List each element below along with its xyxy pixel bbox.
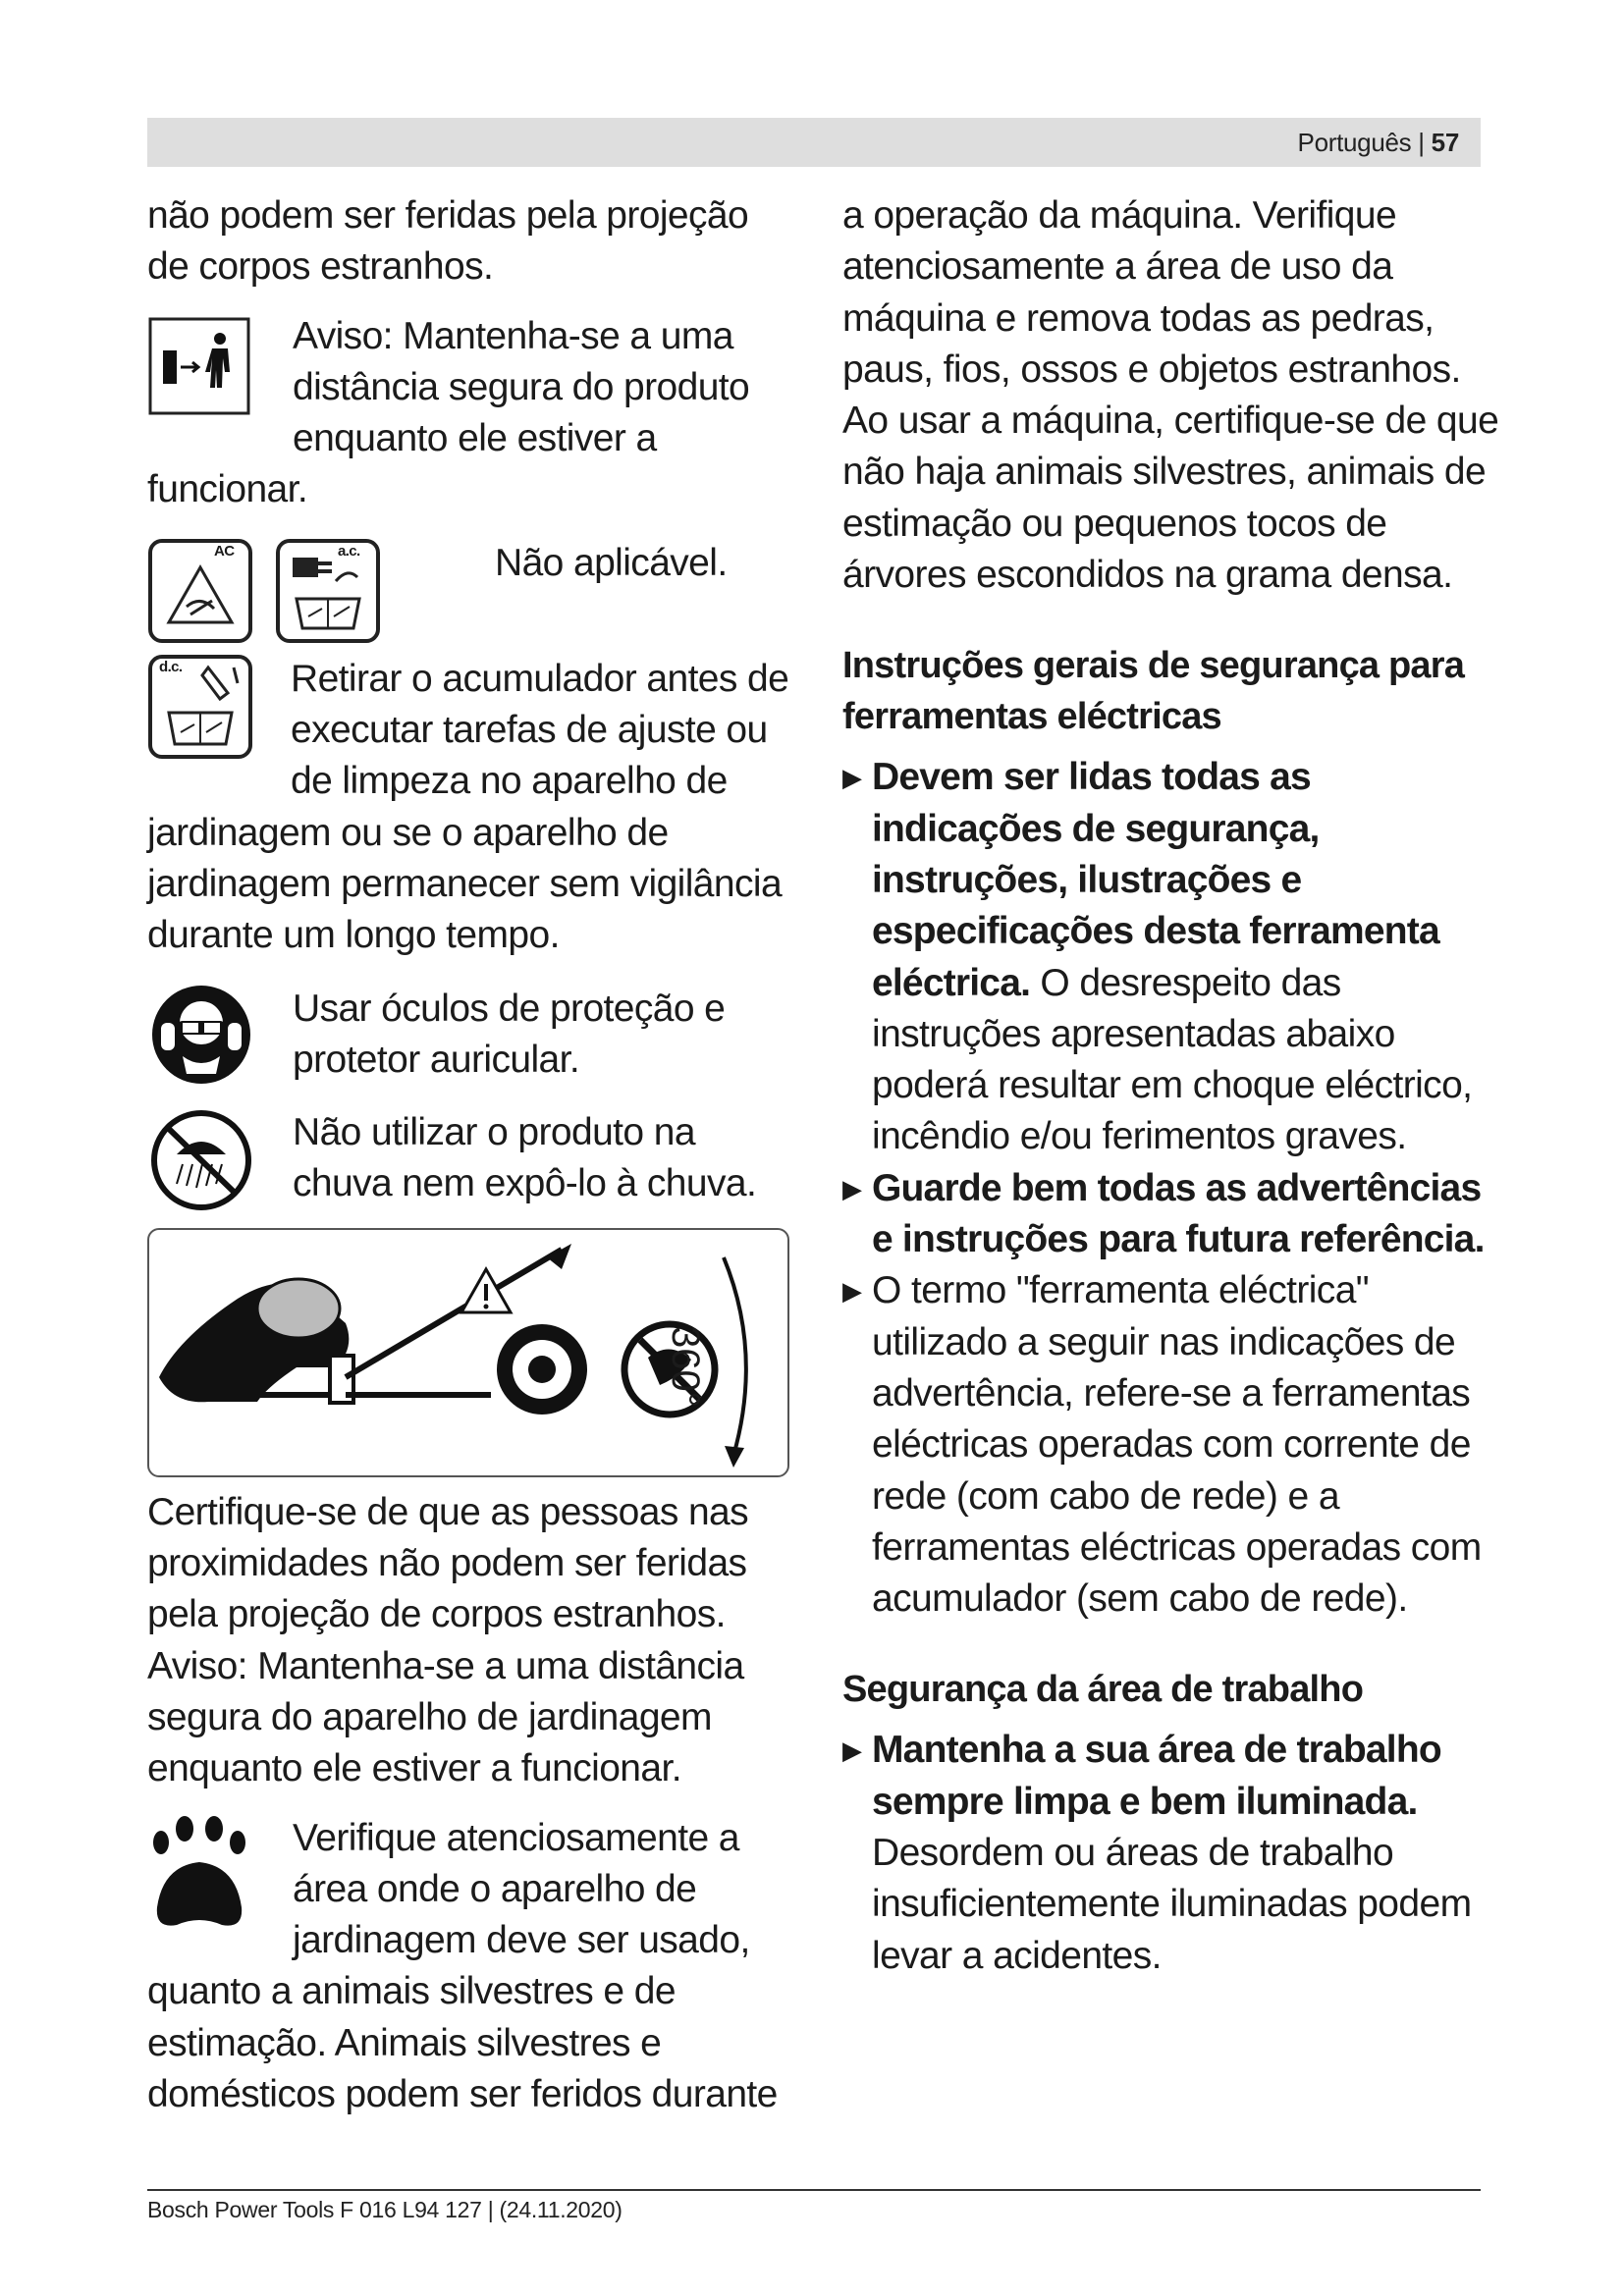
bullet-keep-warnings bbox=[842, 1163, 1510, 1266]
footer-date: (24.11.2020) bbox=[499, 2197, 623, 2222]
ac-warning-icon bbox=[147, 538, 253, 658]
header-language: Português bbox=[1297, 128, 1412, 157]
remove-battery-block bbox=[147, 654, 795, 962]
bullet-marker: ▶ bbox=[842, 1276, 862, 1307]
left-column bbox=[147, 190, 795, 2120]
protection-block bbox=[147, 984, 795, 1087]
no-rain-text: Não utilizar o produto na chuva nem expô-lo à chuva. bbox=[293, 1111, 757, 1205]
ac-label: AC bbox=[214, 542, 235, 560]
footer-doc-number: F 016 L94 127 bbox=[340, 2197, 482, 2222]
clean-work-area-text: Desordem ou áreas de trabalho insuficientemente iluminadas podem levar a acidentes. bbox=[872, 1832, 1472, 1977]
dc-battery-manual-icon bbox=[147, 654, 253, 760]
thrown-objects-diagram bbox=[147, 1228, 789, 1477]
bullet-marker: ▶ bbox=[842, 1735, 862, 1766]
running-header bbox=[1298, 128, 1459, 158]
work-area-heading: Segurança da área de trabalho bbox=[842, 1669, 1364, 1711]
keep-distance-icon bbox=[147, 311, 255, 419]
ac-plug-manual-icon bbox=[275, 538, 381, 658]
remove-battery-text: Retirar o acumulador antes de executar tarefas de ajuste ou de limpeza no aparelho de jardinagem ou se o aparelho de jardinagem permanecer sem vigilância durante um longo tempo. bbox=[147, 657, 789, 957]
not-applicable-text: Não aplicável. bbox=[495, 541, 728, 584]
general-safety-heading: Instruções gerais de segurança para ferramentas eléctricas bbox=[842, 645, 1465, 738]
term-definition-text: O termo "ferramenta eléctrica" utilizado a seguir nas indicações de advertência, refere-se a ferramentas eléctricas operadas com corrente de rede (com cabo de rede) e a ferramentas eléctricas operadas com acumulador (sem cabo de rede). bbox=[872, 1269, 1482, 1621]
bullet-term-definition bbox=[842, 1265, 1510, 1625]
footer bbox=[147, 2197, 623, 2223]
not-applicable-row bbox=[147, 538, 795, 654]
goggles-earmuffs-icon bbox=[147, 984, 255, 1086]
left-paragraph-continuation: não podem ser feridas pela projeção de corpos estranhos. bbox=[147, 194, 749, 289]
clean-work-area-bold: Mantenha a sua área de trabalho sempre limpa e bem iluminada. bbox=[872, 1729, 1441, 1823]
bullet-marker: ▶ bbox=[842, 763, 862, 793]
distance-warning-text: Aviso: Mantenha-se a uma distância segura do produto enquanto ele estiver a funcionar. bbox=[147, 314, 750, 511]
bystanders-text: Certifique-se de que as pessoas nas proximidades não podem ser feridas pela projeção de corpos estranhos. Aviso: Mantenha-se a uma distância segura do aparelho de jardinagem enquanto ele estiver a funcionar. bbox=[147, 1490, 749, 1790]
read-instructions-bold: Devem ser lidas todas as indicações de segurança, instruções, ilustrações e especificações desta ferramenta eléctrica. bbox=[872, 756, 1439, 1004]
paw-print-icon bbox=[147, 1813, 255, 1935]
right-column bbox=[842, 190, 1510, 1982]
no-rain-icon bbox=[147, 1107, 255, 1213]
bullet-clean-work-area bbox=[842, 1725, 1510, 1981]
protection-text: Usar óculos de proteção e protetor auricular. bbox=[293, 987, 726, 1081]
footer-rule bbox=[147, 2189, 1481, 2191]
bullet-marker: ▶ bbox=[842, 1173, 862, 1203]
dc-label: d.c. bbox=[159, 658, 183, 675]
rotation-label: 360° bbox=[664, 1325, 707, 1408]
footer-separator: | bbox=[481, 2197, 500, 2222]
animals-text: Verifique atenciosamente a área onde o aparelho de jardinagem deve ser usado, quanto a animais silvestres e de estimação. Animais silvestres e domésticos podem ser feridos durante bbox=[147, 1816, 778, 2116]
keep-warnings-bold: Guarde bem todas as advertências e instruções para futura referência. bbox=[872, 1166, 1485, 1261]
read-instructions-text: O desrespeito das instruções apresentadas abaixo poderá resultar em choque eléctrico, incêndio e/ou ferimentos graves. bbox=[872, 961, 1473, 1158]
animals-block bbox=[147, 1813, 795, 2121]
bullet-read-instructions bbox=[842, 752, 1510, 1162]
rain-block bbox=[147, 1107, 795, 1210]
distance-warning-block bbox=[147, 311, 795, 516]
page-number: 57 bbox=[1431, 128, 1459, 157]
ac2-label: a.c. bbox=[338, 542, 360, 560]
right-paragraph-continuation: a operação da máquina. Verifique atenciosamente a área de uso da máquina e remova todas as pedras, paus, fios, ossos e objetos estranhos. Ao usar a máquina, certifique-se de que não haja animais silvestres, animais de estimação ou pequenos tocos de árvores escondidos na grama densa. bbox=[842, 194, 1499, 597]
header-separator: | bbox=[1411, 128, 1432, 157]
header-bar bbox=[147, 118, 1481, 167]
footer-brand: Bosch Power Tools bbox=[147, 2197, 335, 2222]
